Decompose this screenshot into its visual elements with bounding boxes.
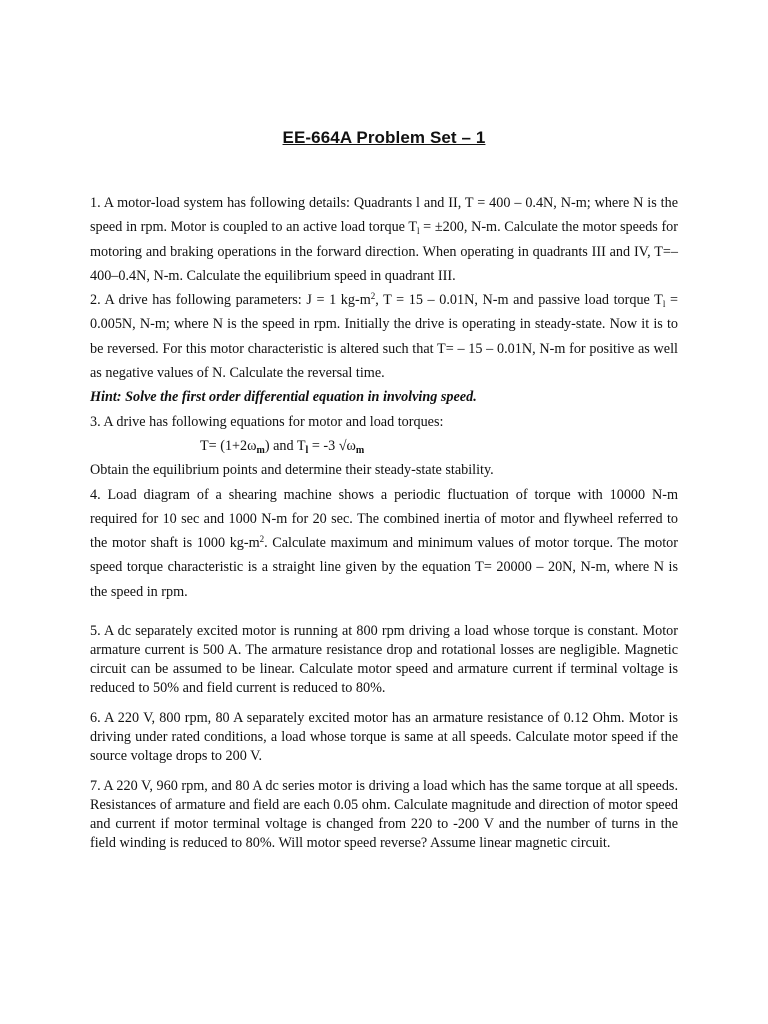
problem-2: 2. A drive has following parameters: J = 1 $kg-m^2$, T = 15 – 0.01N, N-m and passive load torque $T_l = 0.005N$, N-m; where N is the speed in rpm. Initially the drive is operating in steady-state. Now it is to be reversed. For this motor characteristic is altered such that T= – 15 – 0.01N, N-m for positive as well as negative values of N. Calculate the reversal time. [90,291,678,382]
problem-3-equation: $T= (1+2\omega_m)$ and $T_l = -3$ $√\omega_m$ [200,437,365,456]
problem-5: 5. A dc separately excited motor is running at 800 rpm driving a load whose torque is constant. Motor armature current is 500 A. The armature resistance drop and rotational losses are negligible. Magnetic circuit can be assumed to be linear. Calculate motor speed and armature current if terminal voltage is reduced to 50% and field current is reduced to 80%. [90,623,678,696]
problem-4: 4. Load diagram of a shearing machine shows a periodic fluctuation of torque with 10000 N-m required for 10 sec and 1000 N-m for 20 sec. The combined inertia of motor and flywheel referred to the motor shaft is 1000 $kg-m^2$. Calculate maximum and minimum values of motor torque. The motor speed torque characteristic is a straight line given by the equation T= 20000 – 20N, N-m, where N is the speed in rpm. [90,486,678,600]
problem-6: 6. A 220 V, 800 rpm, 80 A separately excited motor has an armature resistance of 0.12 Ohm. Motor is driving under rated conditions, a load whose torque is same at all speeds. Calculate motor speed if the source voltage drops to 200 V. [90,710,678,764]
problems-1-4 [90,191,678,604]
problem-7: 7. A 220 V, 960 rpm, and 80 A dc series motor is driving a load which has the same torque at all speeds. Resistances of armature and field are each 0.05 ohm. Calculate magnitude and direction of motor speed and current if motor terminal voltage is changed from 220 to -200 V and the number of turns in the field winding is reduced to 80%. Will motor speed reverse? Assume linear magnetic circuit. [90,778,678,851]
page-title: EE-664A Problem Set – 1 [282,128,486,147]
problem-3-outro: Obtain the equilibrium points and determine their steady-state stability. [90,462,494,479]
problem-3-intro: 3. A drive has following equations for motor and load torques: [90,413,444,430]
hint-text: Hint: Solve the first order differential equation in involving speed. [90,389,477,406]
problem-1: 1. A motor-load system has following details: Quadrants l and II, T = 400 – 0.4N, N-m; where N is the speed in rpm. Motor is coupled to an active load torque $T_l = \pm 200$, N-m. Calculate the motor speeds for motoring and braking operations in the forward direction. When operating in quadrants III and IV, T=–400–0.4N, N-m. Calculate the equilibrium speed in quadrant III. [90,195,678,284]
